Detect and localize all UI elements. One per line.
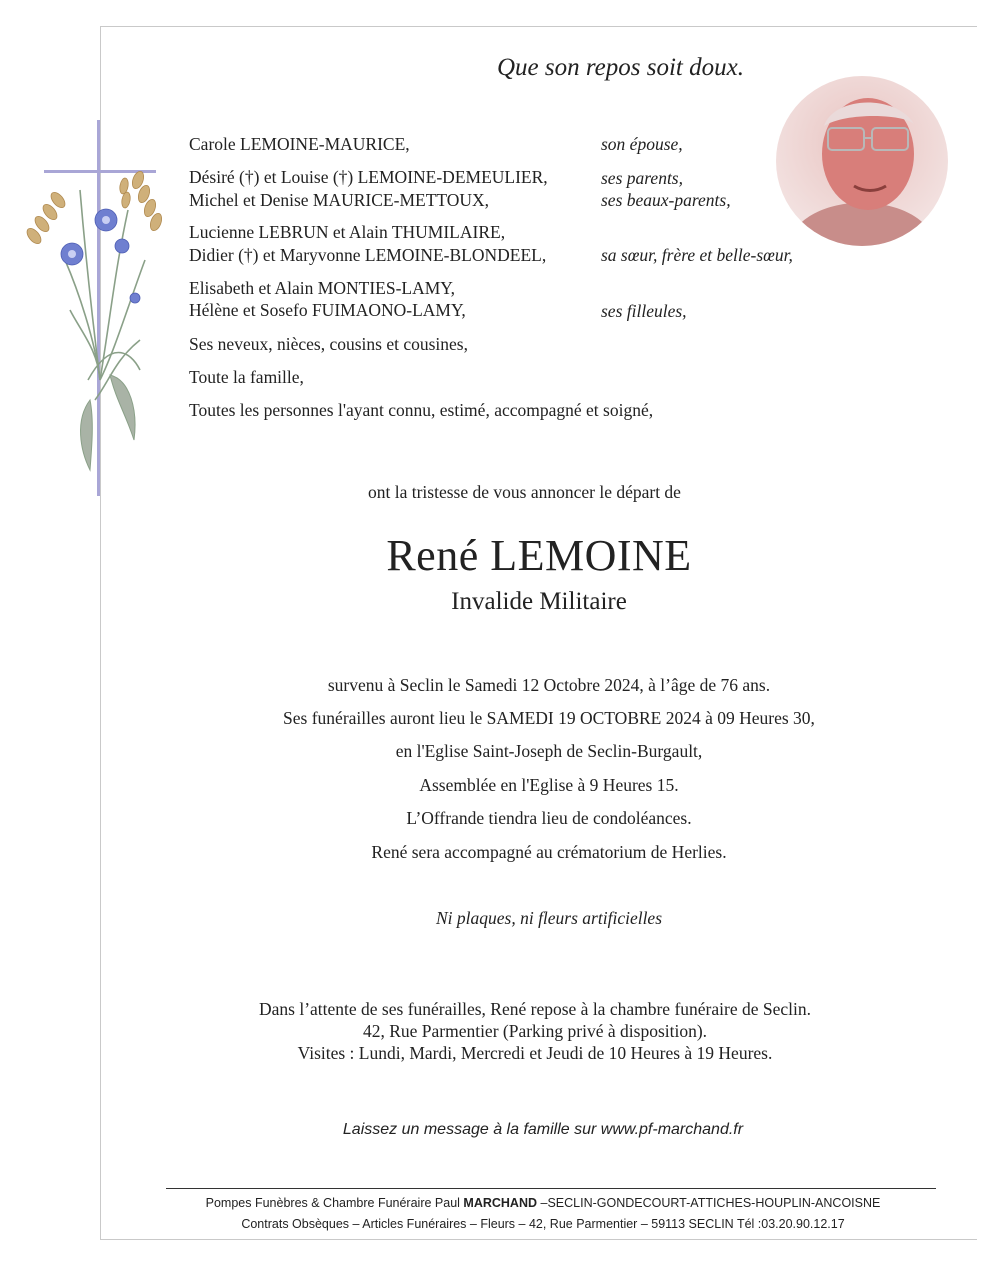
- family-name: Elisabeth et Alain MONTIES-LAMY,: [189, 278, 456, 298]
- family-relation: son épouse,: [601, 134, 683, 154]
- detail-line: en l'Eglise Saint-Joseph de Seclin-Burgault,: [395, 741, 703, 761]
- flowers-note: Ni plaques, ni fleurs artificielles: [435, 908, 663, 928]
- family-name: Toutes les personnes l'ayant connu, estimé, accompagné et soigné,: [189, 400, 654, 420]
- footer-line-1-pre: Pompes Funèbres & Chambre Funéraire Paul: [205, 1196, 464, 1210]
- family-name: Lucienne LEBRUN et Alain THUMILAIRE,: [189, 222, 506, 242]
- family-name: Hélène et Sosefo FUIMAONO-LAMY,: [189, 300, 466, 320]
- footer-line-2: Contrats Obsèques – Articles Funéraires – Fleurs – 42, Rue Parmentier – 59113 SECLIN Tél :03.20.90.12.17: [241, 1217, 845, 1231]
- family-name: Ses neveux, nièces, cousins et cousines,: [189, 334, 468, 354]
- detail-line: L’Offrande tiendra lieu de condoléances.: [406, 808, 692, 828]
- deceased-name: René LEMOINE: [386, 531, 692, 580]
- deceased-title: Invalide Militaire: [451, 588, 627, 615]
- portrait-photo: [776, 76, 948, 246]
- detail-line: Assemblée en l'Eglise à 9 Heures 15.: [419, 775, 679, 795]
- family-relation: ses filleules,: [601, 301, 687, 321]
- family-name: Michel et Denise MAURICE-METTOUX,: [189, 190, 490, 210]
- footer-line-1: [40, 1196, 1006, 1210]
- family-name: Didier (†) et Maryvonne LEMOINE-BLONDEEL,: [189, 245, 547, 265]
- family-name: Toute la famille,: [189, 367, 304, 387]
- announce-text: ont la tristesse de vous annoncer le départ de: [368, 482, 681, 502]
- detail-line: survenu à Seclin le Samedi 12 Octobre 2024, à l’âge de 76 ans.: [327, 675, 771, 695]
- rest-line: 42, Rue Parmentier (Parking privé à disposition).: [362, 1021, 708, 1041]
- epigraph: Que son repos soit doux.: [497, 54, 744, 81]
- footer-line-1-post: –SECLIN-GONDECOURT-ATTICHES-HOUPLIN-ANCOISNE: [537, 1196, 881, 1210]
- family-relation: ses parents,: [601, 168, 683, 188]
- rest-line: Dans l’attente de ses funérailles, René repose à la chambre funéraire de Seclin.: [259, 999, 811, 1019]
- family-name: Désiré (†) et Louise (†) LEMOINE-DEMEULIER,: [189, 167, 548, 187]
- message-link[interactable]: Laissez un message à la famille sur www.pf-marchand.fr: [342, 1121, 744, 1138]
- rest-line: Visites : Lundi, Mardi, Mercredi et Jeudi de 10 Heures à 19 Heures.: [297, 1043, 773, 1063]
- detail-line: Ses funérailles auront lieu le SAMEDI 19 OCTOBRE 2024 à 09 Heures 30,: [283, 708, 815, 728]
- detail-line: René sera accompagné au crématorium de Herlies.: [371, 842, 727, 862]
- family-name: Carole LEMOINE-MAURICE,: [189, 134, 410, 154]
- family-relation: sa sœur, frère et belle-sœur,: [601, 245, 793, 265]
- footer-rule: [166, 1188, 936, 1189]
- footer-brand: MARCHAND: [463, 1196, 538, 1210]
- family-relation: ses beaux-parents,: [601, 190, 731, 210]
